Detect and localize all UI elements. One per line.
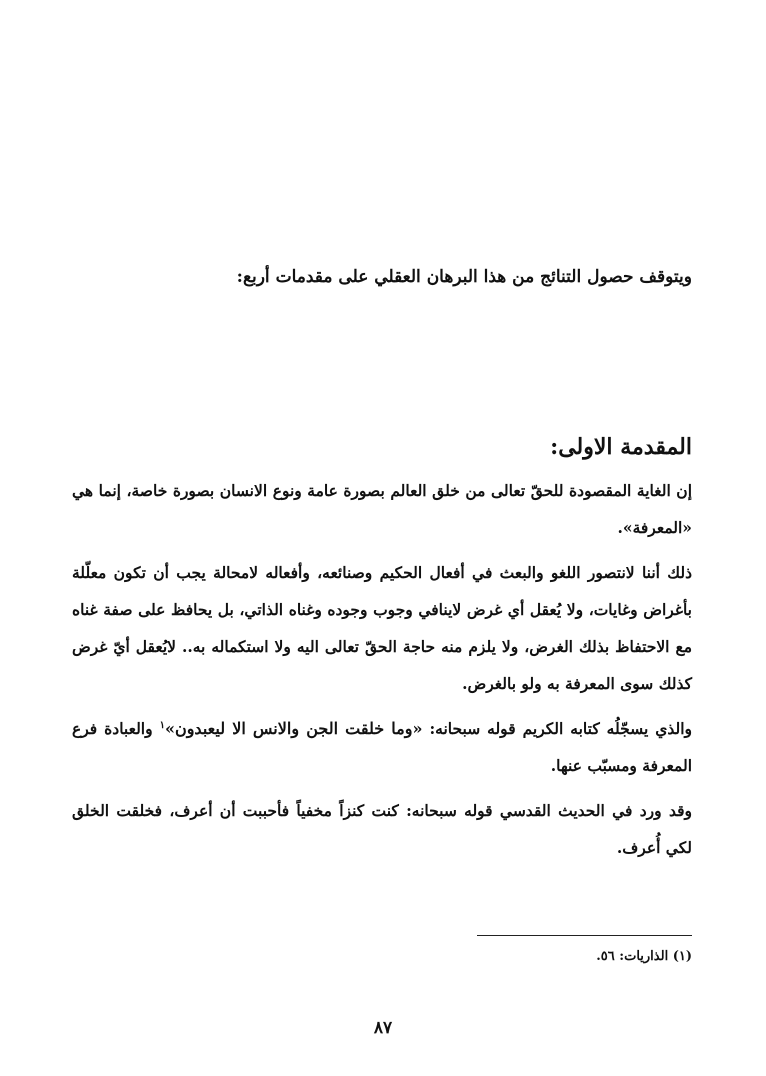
paragraph-4: وقد ورد في الحديث القدسي قوله سبحانه: كنت كنزاً مخفياً فأحببت أن أعرف، فخلقت الخلق لكي أُعرف. xyxy=(72,801,692,857)
footnote-divider xyxy=(477,935,692,936)
paragraph-2: ذلك أننا لانتصور اللغو والبعث في أفعال الحكيم وصنائعه، وأفعاله لامحالة يجب أن تكون معلّلة بأغراض وغايات، ولا يُعقل أي غرض لاينافي وجوب وجوده وغناه الذاتي، بل يحافظ على صفة غناه مع الاحتفاظ بذلك الغرض، ولا يلزم منه حاجة الحقّ تعالى اليه ولا استكماله به.. لايُعقل أيّ غرض كذلك سوى المعرفة به ولو بالغرض. xyxy=(72,563,692,693)
intro-line: ويتوقف حصول التنائج من هذا البرهان العقلي على مقدمات أربع: xyxy=(236,267,692,287)
page-number: ٨٧ xyxy=(373,1018,393,1038)
paragraph-3-lead: والذي يسجّلُه كتابه الكريم قوله سبحانه: xyxy=(422,719,693,738)
footnote: (١) الذاريات: ٥٦. xyxy=(596,949,692,964)
footnote-reference: ١ xyxy=(159,719,165,731)
paragraph-3 xyxy=(72,710,692,784)
paragraph-3-tail: والعبادة فرع المعرفة ومسبّب عنها. xyxy=(72,719,692,775)
body-text xyxy=(72,472,692,874)
paragraph-1: إن الغاية المقصودة للحقّ تعالى من خلق العالم بصورة عامة ونوع الانسان بصورة خاصة، إنما هي «المعرفة». xyxy=(72,481,692,537)
quran-quote: «وما خلقت الجن والانس الا ليعبدون» xyxy=(164,719,423,738)
section-heading: المقدمة الاولى: xyxy=(550,434,692,460)
